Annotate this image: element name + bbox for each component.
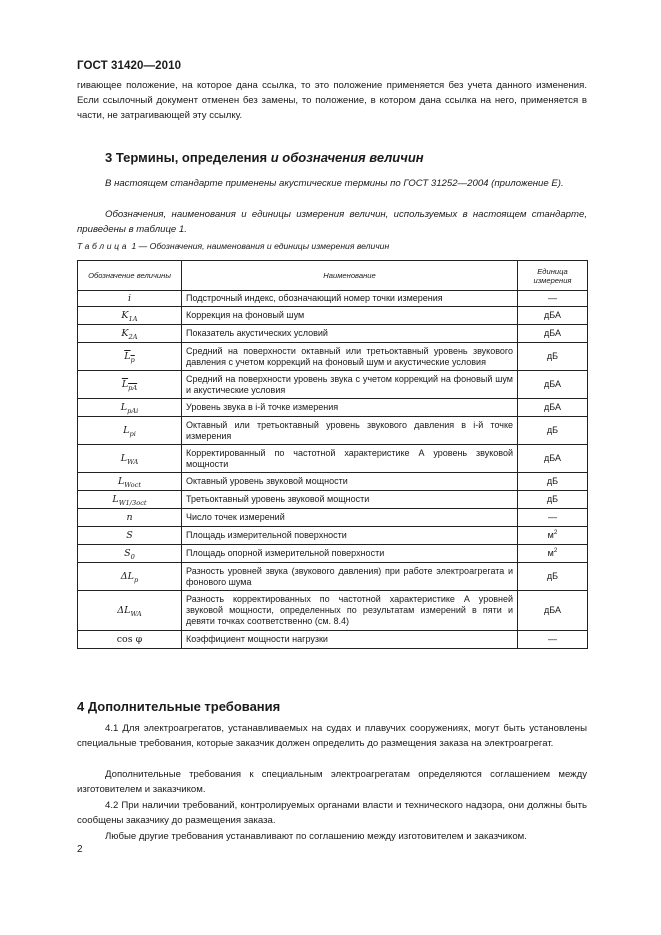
page-number: 2 bbox=[77, 844, 83, 855]
section-3-para-1: В настоящем стандарте применены акустические термины по ГОСТ 31252—2004 (приложение Е). bbox=[105, 178, 564, 189]
table-row bbox=[78, 445, 588, 473]
section-3-para-2: Обозначения, наименования и единицы измерения величин, используемых в настоящем стандарте, приведены в таблице 1. bbox=[77, 209, 587, 236]
symbol-cell: $L_{pA}$ bbox=[78, 371, 182, 399]
name-cell: Корректированный по частотной характеристике А уровень звуковой мощности bbox=[182, 445, 518, 473]
document-header: ГОСТ 31420—2010 bbox=[77, 60, 182, 72]
symbol-cell: $L_{WA}$ bbox=[78, 445, 182, 473]
section-3-title-italic: и обозначения величин bbox=[270, 150, 424, 165]
symbol-cell: $L_p$ bbox=[78, 343, 182, 371]
table-row bbox=[78, 509, 588, 527]
section-4-para-3: 4.2 При наличии требований, контролируемых органами власти и технического надзора, они должны быть сообщены заказчику до размещения заказа. bbox=[77, 800, 587, 827]
section-3-title-bold: 3 Термины, определения bbox=[105, 150, 271, 165]
unit-cell: дБ bbox=[518, 473, 588, 491]
unit-cell: $м^2$ bbox=[518, 527, 588, 545]
section-4-para-1: 4.1 Для электроагрегатов, устанавливаемых на судах и плавучих сооружениях, могут быть установлены специальные требования, которые заказчик должен определить до размещения заказа на электроагрегат. bbox=[77, 723, 587, 750]
unit-cell: дБА bbox=[518, 591, 588, 631]
unit-cell: — bbox=[518, 291, 588, 307]
name-cell: Число точек измерений bbox=[182, 509, 518, 527]
name-cell: Площадь опорной измерительной поверхности bbox=[182, 545, 518, 563]
symbols-table bbox=[77, 260, 588, 649]
name-cell: Октавный или третьоктавный уровень звукового давления в i-й точке измерения bbox=[182, 417, 518, 445]
name-cell: Уровень звука в i-й точке измерения bbox=[182, 399, 518, 417]
table-caption-text: 1 — Обозначения, наименования и единицы измерения величин bbox=[129, 241, 390, 251]
unit-cell: дБА bbox=[518, 325, 588, 343]
symbol-cell: $L_{W1/3oct}$ bbox=[78, 491, 182, 509]
intro-paragraph: гивающее положение, на которое дана ссылка, то это положение применяется без учета данного изменения. Если ссылочный документ отменен без замены, то положение, в котором дана ссылка на него, применяется в части, не затрагивающей эту ссылку. bbox=[77, 80, 587, 122]
header-unit: Единица измерения bbox=[518, 261, 588, 291]
symbol-cell: $L_{pi}$ bbox=[78, 417, 182, 445]
table-row bbox=[78, 291, 588, 307]
section-4-para-4: Любые другие требования устанавливают по соглашению между изготовителем и заказчиком. bbox=[105, 831, 527, 842]
symbol-cell: S bbox=[78, 527, 182, 545]
table-row bbox=[78, 563, 588, 591]
symbol-cell: $K_{2A}$ bbox=[78, 325, 182, 343]
name-cell: Третьоктавный уровень звуковой мощности bbox=[182, 491, 518, 509]
name-cell: Разность уровней звука (звукового давления) при работе электроагрегата и фонового шума bbox=[182, 563, 518, 591]
name-cell: Площадь измерительной поверхности bbox=[182, 527, 518, 545]
symbol-cell: $\Delta L_p$ bbox=[78, 563, 182, 591]
table-row bbox=[78, 473, 588, 491]
table-caption-word: Таблица bbox=[77, 241, 130, 251]
unit-cell: дБА bbox=[518, 307, 588, 325]
unit-cell: дБА bbox=[518, 371, 588, 399]
unit-cell: $м^2$ bbox=[518, 545, 588, 563]
unit-cell: — bbox=[518, 509, 588, 527]
table-row bbox=[78, 307, 588, 325]
name-cell: Коррекция на фоновый шум bbox=[182, 307, 518, 325]
symbol-cell: cos φ bbox=[78, 631, 182, 649]
section-4-para-2: Дополнительные требования к специальным электроагрегатам определяются соглашением между изготовителем и заказчиком. bbox=[77, 769, 587, 796]
symbol-cell: $\Delta L_{WA}$ bbox=[78, 591, 182, 631]
unit-cell: дБ bbox=[518, 491, 588, 509]
unit-cell: дБА bbox=[518, 445, 588, 473]
table-row bbox=[78, 631, 588, 649]
name-cell: Подстрочный индекс, обозначающий номер точки измерения bbox=[182, 291, 518, 307]
name-cell: Коэффициент мощности нагрузки bbox=[182, 631, 518, 649]
name-cell: Средний на поверхности октавный или третьоктавный уровень звукового давления с учетом коррекций на фоновый шум и акустические условия bbox=[182, 343, 518, 371]
table-caption bbox=[77, 241, 389, 251]
table-row bbox=[78, 491, 588, 509]
table-header-row bbox=[78, 261, 588, 291]
name-cell: Октавный уровень звуковой мощности bbox=[182, 473, 518, 491]
unit-cell: — bbox=[518, 631, 588, 649]
table-row bbox=[78, 325, 588, 343]
unit-cell: дБ bbox=[518, 563, 588, 591]
symbol-cell: $S_0$ bbox=[78, 545, 182, 563]
unit-cell: дБ bbox=[518, 417, 588, 445]
symbol-cell: n bbox=[78, 509, 182, 527]
table-row bbox=[78, 591, 588, 631]
symbol-cell: $L_{Woct}$ bbox=[78, 473, 182, 491]
header-symbol: Обозначение величины bbox=[78, 261, 182, 291]
section-4-title: 4 Дополнительные требования bbox=[77, 699, 281, 714]
table-row bbox=[78, 371, 588, 399]
table-row bbox=[78, 417, 588, 445]
table-row bbox=[78, 399, 588, 417]
unit-cell: дБ bbox=[518, 343, 588, 371]
header-name: Наименование bbox=[182, 261, 518, 291]
section-3-title bbox=[105, 150, 424, 165]
table-row bbox=[78, 343, 588, 371]
table-row bbox=[78, 527, 588, 545]
table-row bbox=[78, 545, 588, 563]
name-cell: Показатель акустических условий bbox=[182, 325, 518, 343]
symbol-cell: $K_{1A}$ bbox=[78, 307, 182, 325]
symbol-cell: $L_{pAi}$ bbox=[78, 399, 182, 417]
name-cell: Разность корректированных по частотной характеристике А уровней звуковой мощности, определенных по результатам измерений в пяти и девяти точках соответственно (см. 8.4) bbox=[182, 591, 518, 631]
unit-cell: дБА bbox=[518, 399, 588, 417]
symbol-cell: i bbox=[78, 291, 182, 307]
name-cell: Средний на поверхности уровень звука с учетом коррекций на фоновый шум и акустические условия bbox=[182, 371, 518, 399]
